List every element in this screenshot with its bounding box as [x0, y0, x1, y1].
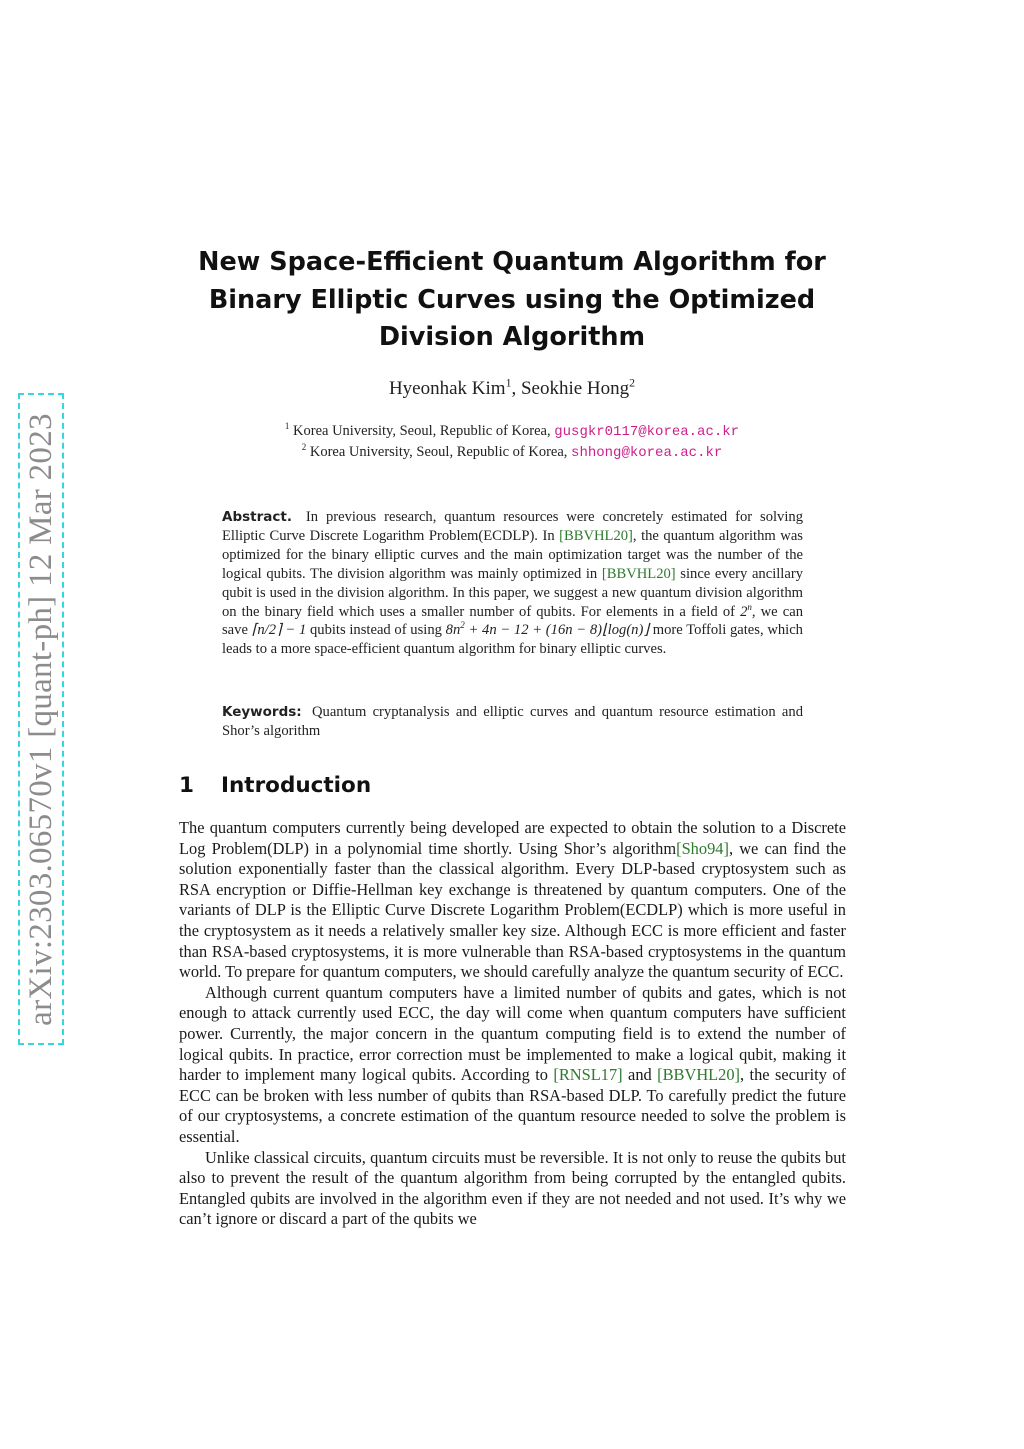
email-link[interactable]: gusgkr0117@korea.ac.kr	[554, 424, 740, 440]
abstract-text: since every ancillary qubit is used in the division algorithm. In this paper, we suggest a new quantum division algorithm on the binary field which uses a smaller number of qubits. For elements in a field of	[222, 565, 804, 620]
paragraph-text: , the security of ECC can be broken with less number of qubits than RSA-based DLP. To carefully predict the future of our cryptosystems, a concrete estimation of the quantum resource needed to solve the problem is essential.	[179, 1065, 846, 1146]
affiliation-line	[180, 444, 844, 461]
paragraph	[179, 983, 846, 1148]
paragraph-text: Unlike classical circuits, quantum circuits must be reversible. It is not only to reuse the qubits but also to prevent the result of the quantum algorithm from being corrupted by the entangled qubits. Entangled qubits are involved in the algorithm even if they are not needed and not used. It’s why we can’t ignore or discard a part of the qubits we	[179, 1147, 846, 1229]
citation-link[interactable]: [BBVHL20]	[601, 565, 676, 582]
section-heading	[179, 773, 371, 798]
paragraph	[179, 1148, 846, 1230]
paragraph	[179, 818, 846, 983]
author-name: Hyeonhak Kim	[388, 378, 506, 399]
citation-link[interactable]: [RNSL17]	[553, 1065, 623, 1085]
introduction-body	[179, 818, 846, 1230]
math-expression: ⌈n/2⌉ − 1	[251, 622, 307, 639]
author-name: Seokhie Hong	[520, 378, 630, 399]
citation-link[interactable]: [Sho94]	[676, 838, 729, 858]
arxiv-stamp	[18, 393, 64, 1045]
affiliation-line	[180, 423, 844, 440]
abstract-label: Abstract.	[222, 509, 292, 525]
keywords-text: Quantum cryptanalysis and elliptic curves and quantum resource estimation and Shor’s algorithm	[222, 704, 803, 739]
paragraph-text: and	[622, 1065, 658, 1085]
math-exponent: 2	[460, 620, 465, 631]
abstract	[222, 508, 803, 659]
section-title: Introduction	[221, 773, 372, 798]
paragraph-text: The quantum computers currently being developed are expected to obtain the solution to a Discrete Log Problem(DLP) in a polynomial time shortly. Using Shor’s algorithm	[179, 818, 846, 858]
affiliation-text: Korea University, Seoul, Republic of Korea,	[309, 444, 568, 460]
affiliation-mark: 1	[284, 421, 290, 432]
math-tail: + 4n − 12 + (16n − 8)⌊log(n)⌋	[464, 622, 650, 639]
abstract-text: , the quantum algorithm was optimized for the binary elliptic curves and the main optimization target was the number of the logical qubits. The division algorithm was mainly optimized in	[222, 527, 803, 582]
math-exponent: n	[747, 601, 752, 612]
abstract-text: more Toffoli gates, which leads to a more space-efficient quantum algorithm for binary elliptic curves.	[222, 622, 803, 658]
math-expression	[446, 622, 649, 638]
author-list	[180, 378, 844, 400]
title-line: Division Algorithm	[378, 322, 646, 352]
keywords	[222, 703, 803, 741]
affiliation-mark: 1	[505, 376, 512, 390]
affiliation-mark: 2	[629, 376, 636, 390]
arxiv-identifier: arXiv:2303.06570v1 [quant-ph] 12 Mar 2023	[22, 412, 59, 1026]
author-separator: ,	[511, 378, 521, 399]
paragraph-text: Although current quantum computers have a limited number of qubits and gates, which is not enough to attack currently used ECC, the day will come when quantum computers have sufficient power. Currently, the major concern in the quantum computing field is to extend the number of logical qubits. In practice, error correction must be implemented to make a logical qubit, making it harder to implement many logical qubits. According to	[179, 982, 846, 1085]
math-base: 2	[740, 603, 748, 620]
title-line: New Space-Efficient Quantum Algorithm for	[198, 247, 826, 277]
email-link[interactable]: shhong@korea.ac.kr	[571, 445, 723, 461]
abstract-text: qubits instead of using	[309, 622, 442, 639]
math-base: 8n	[445, 622, 461, 639]
abstract-text: In previous research, quantum resources were concretely estimated for solving Elliptic Curve Discrete Logarithm Problem(ECDLP). In	[222, 509, 803, 544]
citation-link[interactable]: [BBVHL20]	[559, 527, 633, 544]
affiliation-text: Korea University, Seoul, Republic of Korea,	[293, 423, 551, 439]
section-number: 1	[179, 773, 194, 798]
keywords-label: Keywords:	[222, 704, 302, 720]
affiliation-mark: 2	[301, 442, 307, 453]
citation-link[interactable]: [BBVHL20]	[657, 1065, 741, 1085]
title-line: Binary Elliptic Curves using the Optimized	[208, 284, 816, 315]
paragraph-text: , we can find the solution exponentially faster than the classical algorithm. Every DLP-based cryptosystem such as RSA encryption or Diffie-Hellman key exchange is threatened by quantum computers. One of the variants of DLP is the Elliptic Curve Discrete Logarithm Problem(ECDLP) which is more useful in the cryptosystem as it needs a relatively smaller key size. Although ECC is more efficient and faster than RSA-based cryptosystems, it is more vulnerable than RSA-based cryptosystems in the quantum world. To prepare for quantum computers, we should carefully analyze the quantum security of ECC.	[179, 838, 846, 982]
math-expression	[740, 601, 752, 620]
abstract-text: , we can save	[222, 603, 803, 639]
paper-title	[180, 244, 844, 357]
